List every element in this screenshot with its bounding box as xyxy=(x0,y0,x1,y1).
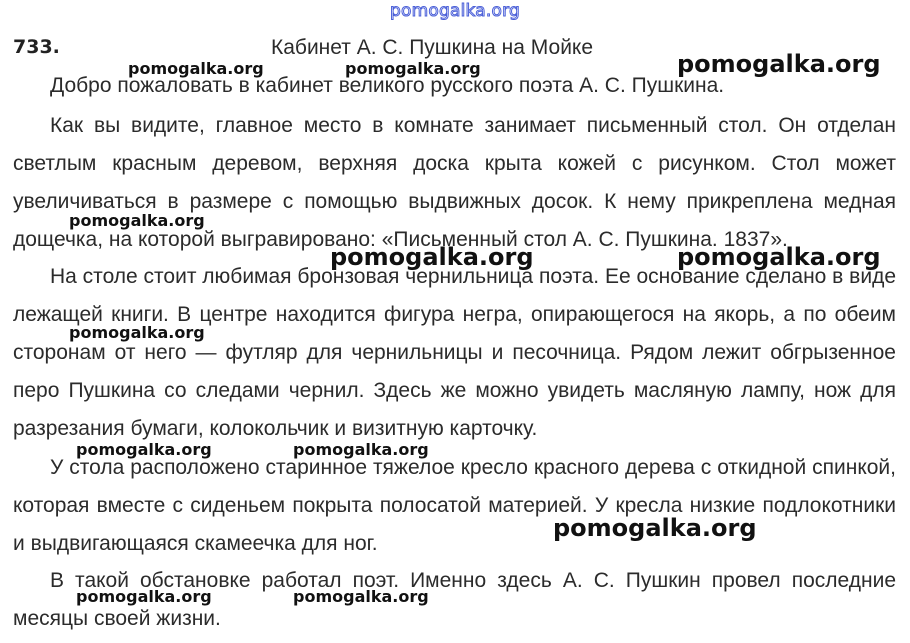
paragraph-2: Как вы видите, главное место в комнате занимает письменный стол. Он отделан светлым красным деревом, верхняя доска крыта кожей с рисунком. Стол может увеличиваться в размере с помощью выдвижных досок. К нему прикреплена медная дощечка, на которой выгравировано: «Письменный стол А. С. Пушкина. 1837». xyxy=(13,114,896,251)
watermark: pomogalka.org xyxy=(128,59,264,78)
watermark: pomogalka.org xyxy=(677,243,881,271)
watermark: pomogalka.org xyxy=(69,323,205,342)
watermark: pomogalka.org xyxy=(330,243,534,271)
paragraph-5: В такой обстановке работал поэт. Именно здесь А. С. Пушкин провел последние месяцы своей жизни. xyxy=(13,569,896,630)
paragraph-3: На столе стоит любимая бронзовая чернильница поэта. Ее основание сделано в виде лежащей книги. В центре находится фигура негра, опирающегося на якорь, а по обеим сторонам от него — футляр для чернильницы и песочница. Рядом лежит обгрызенное перо Пушкина со следами чернил. Здесь же можно увидеть масляную лампу, нож для разрезания бумаги, колокольчик и визитную карточку. xyxy=(13,265,896,440)
watermark: pomogalka.org xyxy=(69,211,205,230)
watermark: pomogalka.org xyxy=(677,50,881,78)
watermark: pomogalka.org xyxy=(345,59,481,78)
watermark: pomogalka.org xyxy=(76,587,212,606)
watermark: pomogalka.org xyxy=(553,514,757,542)
header-watermark: pomogalka.org xyxy=(390,1,520,21)
exercise-number: 733. xyxy=(13,36,60,58)
paragraph-1: Добро пожаловать в кабинет великого русского поэта А. С. Пушкина. xyxy=(50,74,725,97)
paragraph-4: У стола расположено старинное тяжелое кресло красного дерева с откидной спинкой, которая вместе с сиденьем покрыта полосатой материей. У кресла низкие подлокотники и выдвигающаяся скамеечка для ног. xyxy=(13,456,896,555)
watermark: pomogalka.org xyxy=(76,440,212,459)
watermark: pomogalka.org xyxy=(293,587,429,606)
page-title: Кабинет А. С. Пушкина на Мойке xyxy=(271,36,594,59)
watermark: pomogalka.org xyxy=(293,440,429,459)
